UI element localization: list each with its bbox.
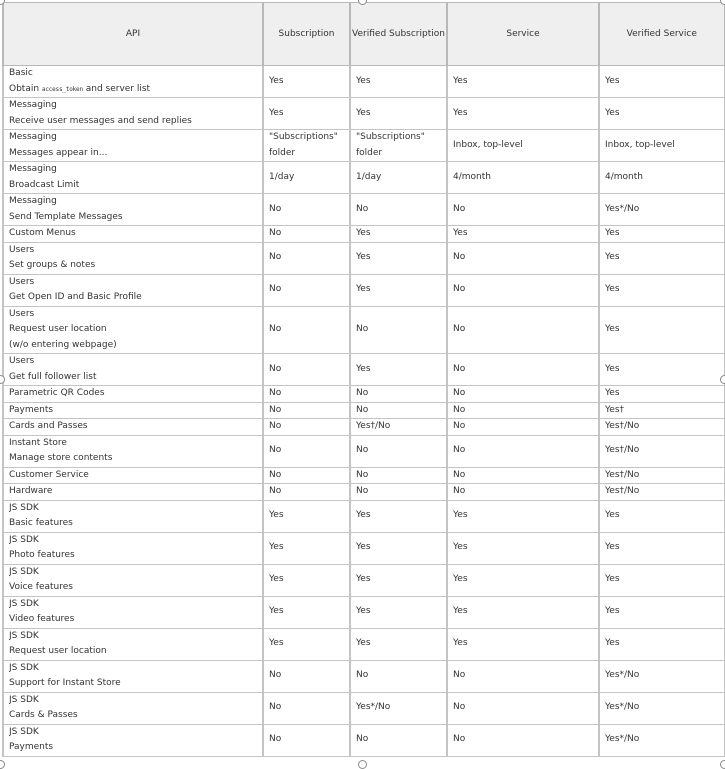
- cell-verified-service: Yes: [599, 306, 724, 354]
- table-row: [3, 66, 724, 98]
- cell-subscription: No: [263, 692, 350, 724]
- table-row: [3, 98, 724, 130]
- table-row: [3, 226, 724, 243]
- cell-subscription: No: [263, 386, 350, 403]
- api-category: Messaging: [9, 132, 57, 142]
- api-category: JS SDK: [9, 662, 39, 673]
- cell-verified-service: Yes: [599, 274, 724, 306]
- cell-service: No: [447, 194, 599, 226]
- table-row: [3, 354, 724, 386]
- api-feature: Send Template Messages: [9, 211, 123, 222]
- cell-verified-subscription: Yes: [350, 354, 447, 386]
- cell-verified-service: Yes†/No: [599, 419, 724, 436]
- cell-subscription: No: [263, 306, 350, 354]
- cell-verified-service: Yes: [599, 532, 724, 564]
- table-body: [3, 66, 724, 757]
- table-row: [3, 724, 724, 756]
- cell-subscription: No: [263, 242, 350, 274]
- cell-service: No: [447, 484, 599, 501]
- table-row: [3, 692, 724, 724]
- table-row: [3, 435, 724, 467]
- cell-verified-service: Yes: [599, 564, 724, 596]
- api-cell: [3, 66, 263, 98]
- api-category: Users: [9, 244, 35, 255]
- api-feature: Payments: [9, 742, 54, 752]
- cell-verified-subscription: Yes†/No: [350, 419, 447, 436]
- header-verified-subscription: Verified Subscription: [350, 3, 447, 66]
- cell-service: No: [447, 660, 599, 692]
- cell-verified-service: Yes†/No: [599, 435, 724, 467]
- cell-verified-subscription: No: [350, 386, 447, 403]
- api-feature: Set groups & notes: [9, 260, 96, 270]
- header-api: API: [3, 3, 263, 66]
- cell-subscription: No: [263, 419, 350, 436]
- cell-service: No: [447, 467, 599, 484]
- api-feature: Messages appear in...: [9, 147, 108, 158]
- table-row: [3, 484, 724, 501]
- api-feature: Broadcast Limit: [9, 179, 80, 190]
- cell-verified-subscription: 1/day: [350, 162, 447, 194]
- api-feature: Get Open ID and Basic Profile: [9, 292, 142, 302]
- api-feature: Basic features: [9, 518, 73, 528]
- cell-verified-subscription: Yes: [350, 226, 447, 243]
- cell-service: Yes: [447, 226, 599, 243]
- cell-service: No: [447, 274, 599, 306]
- api-cell: [3, 226, 263, 243]
- cell-verified-service: Inbox, top-level: [599, 130, 724, 162]
- table-row: [3, 628, 724, 660]
- cell-subscription: No: [263, 194, 350, 226]
- header-verified-service: Verified Service: [599, 3, 724, 66]
- api-category: JS SDK: [9, 630, 39, 641]
- cell-service: No: [447, 306, 599, 354]
- cell-subscription: No: [263, 226, 350, 243]
- api-cell: [3, 660, 263, 692]
- cell-verified-subscription: No: [350, 306, 447, 354]
- cell-subscription: Yes: [263, 628, 350, 660]
- table-row: [3, 500, 724, 532]
- cell-verified-service: Yes: [599, 226, 724, 243]
- api-cell: [3, 274, 263, 306]
- cell-verified-subscription: No: [350, 435, 447, 467]
- cell-verified-service: Yes*/No: [599, 660, 724, 692]
- table-row: [3, 242, 724, 274]
- cell-verified-service: Yes*/No: [599, 194, 724, 226]
- api-category: Customer Service: [9, 469, 89, 480]
- header-subscription: Subscription: [263, 3, 350, 66]
- cell-verified-subscription: Yes: [350, 628, 447, 660]
- api-cell: [3, 162, 263, 194]
- table-row: [3, 419, 724, 436]
- resize-handle-middle-right[interactable]: [720, 375, 725, 384]
- cell-verified-subscription: "Subscriptions" folder: [350, 130, 447, 162]
- cell-service: No: [447, 692, 599, 724]
- api-cell: [3, 724, 263, 756]
- cell-service: No: [447, 435, 599, 467]
- api-cell: [3, 532, 263, 564]
- api-cell: [3, 402, 263, 419]
- api-cell: [3, 484, 263, 501]
- api-category: JS SDK: [9, 534, 39, 545]
- cell-subscription: No: [263, 724, 350, 756]
- api-category: Messaging: [9, 164, 57, 174]
- table-row: [3, 306, 724, 354]
- api-feature-text: Obtain: [9, 83, 42, 94]
- cell-service: Yes: [447, 98, 599, 130]
- header-service: Service: [447, 3, 599, 66]
- cell-subscription: Yes: [263, 596, 350, 628]
- api-cell: [3, 596, 263, 628]
- cell-verified-subscription: Yes: [350, 564, 447, 596]
- api-cell: [3, 130, 263, 162]
- api-category: Instant Store: [9, 437, 67, 448]
- cell-verified-subscription: Yes: [350, 98, 447, 130]
- api-feature: Voice features: [9, 582, 73, 592]
- cell-subscription: No: [263, 274, 350, 306]
- table-row: [3, 402, 724, 419]
- api-category: Users: [9, 356, 35, 366]
- cell-subscription: No: [263, 435, 350, 467]
- cell-verified-service: 4/month: [599, 162, 724, 194]
- cell-verified-subscription: No: [350, 194, 447, 226]
- api-category: Cards and Passes: [9, 421, 88, 431]
- cell-subscription: "Subscriptions" folder: [263, 130, 350, 162]
- cell-verified-subscription: No: [350, 724, 447, 756]
- cell-verified-subscription: Yes: [350, 532, 447, 564]
- cell-subscription: Yes: [263, 532, 350, 564]
- cell-subscription: Yes: [263, 564, 350, 596]
- table-row: [3, 162, 724, 194]
- table-row: [3, 532, 724, 564]
- api-cell: [3, 628, 263, 660]
- api-cell: [3, 419, 263, 436]
- api-category: Basic: [9, 68, 33, 78]
- cell-verified-service: Yes: [599, 596, 724, 628]
- api-feature-text: and server list: [82, 83, 151, 94]
- cell-verified-service: Yes: [599, 386, 724, 403]
- api-category: Users: [9, 308, 35, 319]
- cell-service: Yes: [447, 500, 599, 532]
- api-feature: Photo features: [9, 550, 75, 560]
- table-row: [3, 130, 724, 162]
- cell-verified-subscription: No: [350, 402, 447, 419]
- api-feature: Support for Instant Store: [9, 678, 121, 688]
- api-category: Payments: [9, 404, 54, 415]
- api-feature: Get full follower list: [9, 371, 97, 382]
- cell-subscription: Yes: [263, 98, 350, 130]
- api-feature: Receive user messages and send replies: [9, 115, 192, 126]
- cell-subscription: Yes: [263, 500, 350, 532]
- cell-service: Yes: [447, 532, 599, 564]
- api-category: Parametric QR Codes: [9, 388, 105, 398]
- cell-service: No: [447, 386, 599, 403]
- cell-verified-subscription: Yes: [350, 66, 447, 98]
- table-row: [3, 467, 724, 484]
- api-category: Messaging: [9, 100, 57, 110]
- cell-subscription: No: [263, 402, 350, 419]
- cell-verified-service: Yes: [599, 242, 724, 274]
- resize-handle-bottom-center[interactable]: [358, 760, 367, 769]
- cell-verified-subscription: No: [350, 660, 447, 692]
- resize-handle-bottom-left[interactable]: [0, 760, 5, 769]
- cell-subscription: No: [263, 467, 350, 484]
- cell-subscription: No: [263, 354, 350, 386]
- api-category: JS SDK: [9, 726, 39, 737]
- cell-verified-subscription: Yes*/No: [350, 692, 447, 724]
- table-row: [3, 596, 724, 628]
- header-row: [3, 3, 724, 66]
- api-category: Custom Menus: [9, 228, 76, 238]
- api-category: Messaging: [9, 196, 57, 206]
- api-feature: Video features: [9, 614, 75, 624]
- cell-verified-service: Yes*/No: [599, 692, 724, 724]
- api-feature: Request user location: [9, 324, 107, 334]
- api-feature: Cards & Passes: [9, 710, 78, 720]
- api-category: JS SDK: [9, 598, 39, 609]
- cell-verified-subscription: No: [350, 467, 447, 484]
- cell-service: No: [447, 242, 599, 274]
- resize-handle-bottom-right[interactable]: [720, 760, 725, 769]
- api-feature: Request user location: [9, 646, 107, 656]
- api-cell: [3, 354, 263, 386]
- cell-service: Yes: [447, 596, 599, 628]
- api-feature: [9, 82, 257, 98]
- cell-subscription: No: [263, 660, 350, 692]
- cell-service: No: [447, 724, 599, 756]
- cell-verified-service: Yes: [599, 66, 724, 98]
- table-row: [3, 564, 724, 596]
- cell-verified-subscription: Yes: [350, 242, 447, 274]
- cell-verified-subscription: Yes: [350, 500, 447, 532]
- table-row: [3, 194, 724, 226]
- cell-subscription: 1/day: [263, 162, 350, 194]
- table-row: [3, 386, 724, 403]
- api-category: Hardware: [9, 486, 53, 496]
- api-category: JS SDK: [9, 566, 39, 577]
- cell-verified-service: Yes: [599, 98, 724, 130]
- api-cell: [3, 242, 263, 274]
- cell-verified-service: Yes: [599, 354, 724, 386]
- table-row: [3, 660, 724, 692]
- api-cell: [3, 467, 263, 484]
- cell-service: Yes: [447, 66, 599, 98]
- api-category: JS SDK: [9, 502, 39, 513]
- cell-service: Yes: [447, 564, 599, 596]
- api-category: Users: [9, 276, 35, 287]
- cell-verified-service: Yes†/No: [599, 484, 724, 501]
- api-cell: [3, 500, 263, 532]
- api-feature: Manage store contents: [9, 453, 113, 463]
- cell-verified-subscription: Yes: [350, 596, 447, 628]
- api-cell: [3, 386, 263, 403]
- api-feature: (w/o entering webpage): [9, 339, 117, 350]
- cell-verified-service: Yes†: [599, 402, 724, 419]
- api-cell: [3, 194, 263, 226]
- cell-service: Inbox, top-level: [447, 130, 599, 162]
- cell-verified-service: Yes: [599, 500, 724, 532]
- cell-subscription: Yes: [263, 66, 350, 98]
- api-cell: [3, 306, 263, 354]
- cell-subscription: No: [263, 484, 350, 501]
- api-cell: [3, 564, 263, 596]
- cell-service: No: [447, 402, 599, 419]
- cell-service: 4/month: [447, 162, 599, 194]
- access-token-code: access_token: [41, 85, 83, 93]
- cell-service: No: [447, 419, 599, 436]
- table-row: [3, 274, 724, 306]
- cell-verified-subscription: Yes: [350, 274, 447, 306]
- api-category: JS SDK: [9, 694, 39, 705]
- api-cell: [3, 98, 263, 130]
- cell-service: Yes: [447, 628, 599, 660]
- cell-verified-service: Yes*/No: [599, 724, 724, 756]
- cell-verified-service: Yes†/No: [599, 467, 724, 484]
- api-comparison-table: [2, 2, 725, 757]
- api-cell: [3, 692, 263, 724]
- cell-verified-subscription: No: [350, 484, 447, 501]
- cell-verified-service: Yes: [599, 628, 724, 660]
- cell-service: No: [447, 354, 599, 386]
- api-cell: [3, 435, 263, 467]
